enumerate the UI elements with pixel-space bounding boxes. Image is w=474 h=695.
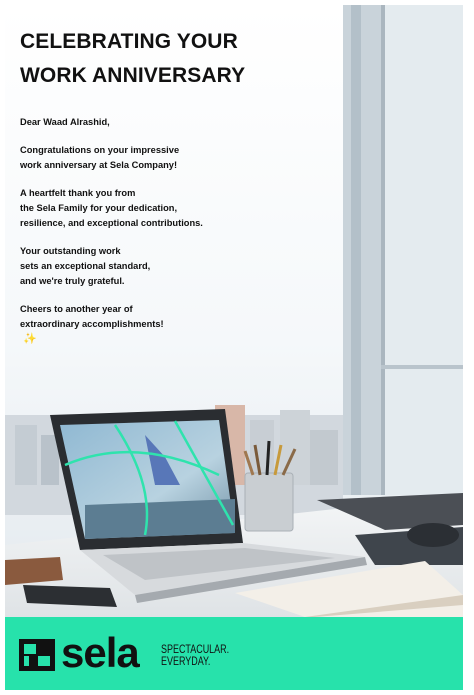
tagline-line-1: SPECTACULAR. — [161, 644, 230, 656]
tagline-line-2: EVERYDAY. — [161, 656, 211, 668]
brand-name: sela — [61, 629, 139, 676]
page-title — [20, 25, 245, 93]
greeting-text: Dear Waad Alrashid, — [20, 117, 110, 127]
text-line: Congratulations on your impressive — [20, 145, 180, 155]
text-line: work anniversary at Sela Company! — [20, 160, 178, 170]
text-line: resilience, and exceptional contributions. — [20, 218, 203, 228]
cheers-text: extraordinary accomplishments! — [20, 319, 164, 329]
title-line-2: WORK ANNIVERSARY — [20, 64, 246, 87]
text-line: the Sela Family for your dedication, — [20, 203, 178, 213]
footer-banner — [5, 617, 463, 690]
greeting — [20, 115, 280, 130]
text-line: sets an exceptional standard, — [20, 261, 151, 271]
text-line — [20, 317, 280, 347]
work-paragraph — [20, 244, 280, 289]
brand-tagline — [161, 644, 229, 668]
text-line: A heartfelt thank you from — [20, 188, 136, 198]
anniversary-card — [5, 5, 463, 690]
sela-logo-icon — [19, 639, 55, 671]
congratulations-paragraph — [20, 143, 280, 173]
thanks-paragraph — [20, 186, 280, 231]
sparkles-icon: ✨ — [23, 333, 37, 345]
text-line: and we're truly grateful. — [20, 276, 125, 286]
text-line: Cheers to another year of — [20, 304, 133, 314]
cheers-paragraph — [20, 302, 280, 347]
title-line-1: CELEBRATING YOUR — [20, 30, 238, 53]
message-body — [20, 115, 280, 360]
text-line: Your outstanding work — [20, 246, 121, 256]
